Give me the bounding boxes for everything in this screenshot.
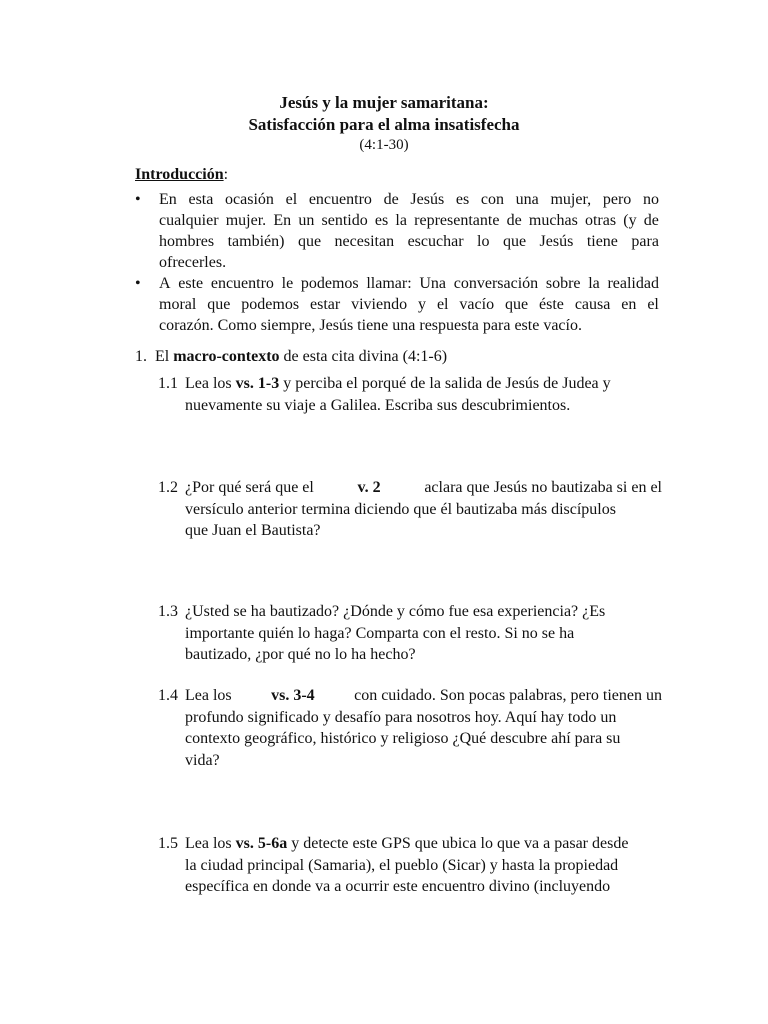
question-line: que Juan el Bautista? bbox=[185, 522, 321, 539]
bullet-icon: • bbox=[135, 191, 141, 208]
title-line-1: Jesús y la mujer samaritana: bbox=[279, 93, 489, 112]
question-body bbox=[185, 601, 662, 666]
question-line: profundo significado y desafío para nosotros hoy. Aquí hay todo un bbox=[185, 708, 617, 726]
bullet-1-line: ofrecerles. bbox=[159, 254, 227, 271]
bullet-2-line: moral que podemos estar viviendo y el vacío que éste causa en el bbox=[159, 296, 659, 313]
title-reference: (4:1-30) bbox=[359, 137, 409, 153]
question-verse-ref: vs. 3-4 bbox=[271, 687, 315, 704]
question-line-1 bbox=[185, 373, 662, 395]
question-line-1 bbox=[185, 685, 662, 707]
bullet-1-line: En esta ocasión el encuentro de Jesús es con una mujer, pero no bbox=[159, 191, 659, 208]
question-body bbox=[185, 477, 662, 542]
question-line-1 bbox=[185, 833, 662, 855]
question-number: 1.1 bbox=[158, 375, 178, 392]
section-1-bold: macro-contexto bbox=[173, 348, 280, 365]
section-1-number: 1. bbox=[135, 348, 147, 365]
intro-heading-row bbox=[135, 164, 228, 186]
bullet-icon: • bbox=[135, 275, 141, 292]
bullet-2-text bbox=[159, 273, 659, 336]
question-verse-ref: v. 2 bbox=[357, 479, 381, 496]
question-line: específica en donde va a ocurrir este encuentro divino (incluyendo bbox=[185, 878, 611, 895]
bullet-1-text bbox=[159, 189, 659, 273]
intro-colon: : bbox=[223, 166, 229, 183]
question-number: 1.5 bbox=[158, 835, 178, 852]
question-line: versículo anterior termina diciendo que él bautizaba más discípulos bbox=[185, 500, 616, 518]
bullet-1-line: cualquier mujer. En un sentido es la representante de muchas otras (y de bbox=[159, 212, 659, 229]
question-text: Lea los bbox=[185, 835, 236, 852]
question-verse-ref: vs. 1-3 bbox=[235, 375, 280, 392]
section-1-post: de esta cita divina (4:1-6) bbox=[279, 348, 448, 365]
intro-heading: Introducción bbox=[135, 166, 224, 183]
question-body bbox=[185, 685, 662, 771]
bullet-2-line: corazón. Como siempre, Jesús tiene una respuesta para este vacío. bbox=[159, 317, 582, 334]
question-number: 1.3 bbox=[158, 603, 178, 620]
question-line: nuevamente su viaje a Galilea. Escriba sus descubrimientos. bbox=[185, 396, 571, 414]
question-line: contexto geográfico, histórico y religioso ¿Qué descubre ahí para su bbox=[185, 730, 621, 747]
question-text: y perciba el porqué de la salida de Jesús de Judea y bbox=[279, 375, 611, 392]
bullet-1-line: hombres también) que necesitan escuchar lo que Jesús tiene para bbox=[159, 233, 659, 250]
bullet-2-line: A este encuentro le podemos llamar: Una conversación sobre la realidad bbox=[159, 275, 659, 292]
question-body bbox=[185, 373, 662, 416]
question-verse-ref: vs. 5-6a bbox=[235, 835, 288, 852]
question-line-1: ¿Usted se ha bautizado? ¿Dónde y cómo fue esa experiencia? ¿Es bbox=[185, 603, 606, 620]
question-text: aclara que Jesús no bautizaba si en el bbox=[424, 479, 662, 496]
question-line: bautizado, ¿por qué no lo ha hecho? bbox=[185, 646, 416, 663]
question-text: Lea los bbox=[185, 375, 236, 392]
question-number: 1.2 bbox=[158, 479, 178, 496]
question-text: con cuidado. Son pocas palabras, pero tienen un bbox=[354, 687, 662, 704]
question-text: ¿Por qué será que el bbox=[185, 479, 314, 496]
question-line: la ciudad principal (Samaria), el pueblo (Sicar) y hasta la propiedad bbox=[185, 856, 619, 874]
question-body bbox=[185, 833, 662, 898]
question-text: y detecte este GPS que ubica lo que va a pasar desde bbox=[287, 835, 629, 852]
section-1-pre: El bbox=[155, 348, 174, 365]
question-line: vida? bbox=[185, 751, 220, 769]
question-number: 1.4 bbox=[158, 687, 178, 704]
section-1-heading bbox=[135, 346, 447, 367]
question-line-1 bbox=[185, 477, 662, 499]
question-text: Lea los bbox=[185, 687, 232, 704]
question-line: importante quién lo haga? Comparta con el resto. Si no se ha bbox=[185, 624, 575, 642]
title-line-2: Satisfacción para el alma insatisfecha bbox=[248, 115, 520, 134]
